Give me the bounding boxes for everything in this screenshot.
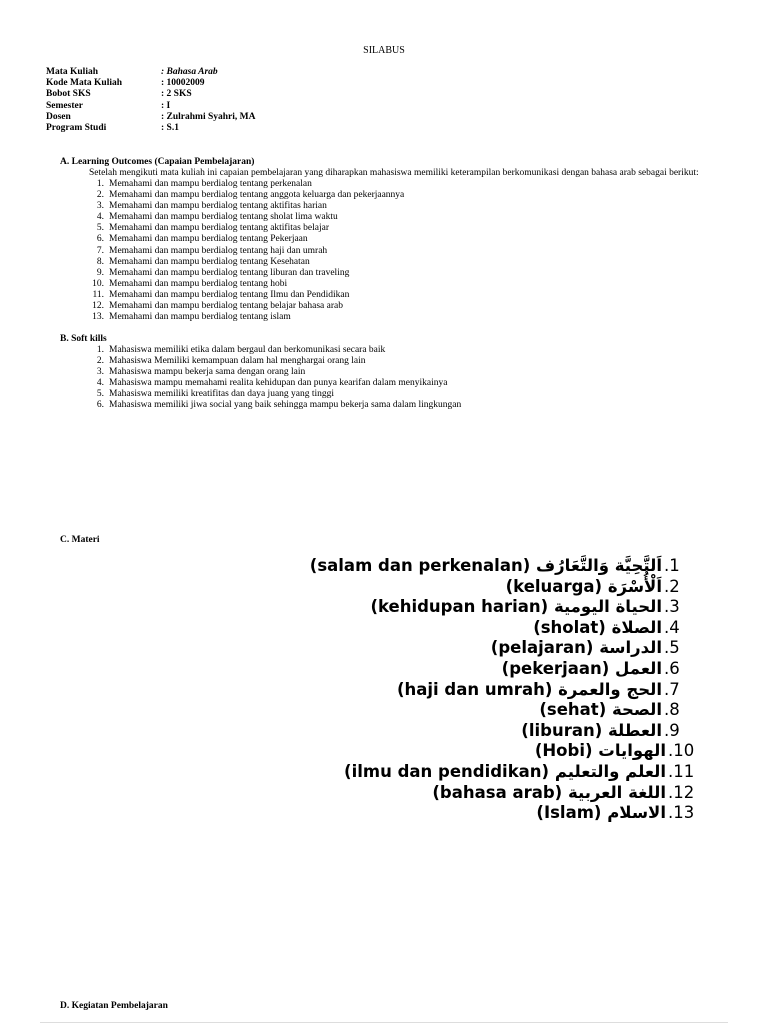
page-title: SILABUS [363, 45, 405, 56]
section-d-heading: D. Kegiatan Pembelajaran [60, 1001, 168, 1011]
soft-skills-list [86, 345, 461, 412]
course-info-row [46, 123, 255, 134]
list-item: 3. Memahami dan mampu berdialog tentang aktifitas harian [96, 201, 327, 212]
section-a-intro: Setelah mengikuti mata kuliah ini capaian pembelajaran yang diharapkan mahasiswa memiliki keterampilan berkomunikasi dengan bahasa arab sebagai berikut: [89, 168, 699, 178]
list-item: 3. Mahasiswa mampu bekerja sama dengan orang lain [96, 367, 306, 378]
info-value: : S.1 [161, 123, 179, 134]
list-item: 8. Memahami dan mampu berdialog tentang Kesehatan [96, 256, 310, 267]
list-item: (sholat) الصلاة .4 [533, 617, 680, 637]
course-info-row [46, 89, 255, 100]
list-item: 2. Memahami dan mampu berdialog tentang anggota keluarga dan pekerjaannya [96, 190, 405, 201]
list-item: 10. Memahami dan mampu berdialog tentang hobi [92, 278, 288, 289]
list-item: (Islam) الاسلام .13 [536, 803, 695, 823]
section-b-heading: B. Soft kills [60, 334, 107, 344]
info-key: Semester [46, 100, 83, 111]
info-value: : Bahasa Arab [161, 67, 218, 77]
course-info-row [46, 101, 255, 112]
list-item: (keluarga) اَلْأُسْرَة .2 [505, 576, 680, 596]
learning-outcomes-list [86, 179, 404, 323]
list-item: 5. Mahasiswa memiliki kreatifitas dan daya juang yang tinggi [96, 389, 335, 400]
list-item: 5. Memahami dan mampu berdialog tentang aktifitas belajar [96, 223, 330, 234]
info-key: Program Studi [46, 123, 107, 134]
list-item: (pekerjaan) العمل .6 [501, 658, 680, 678]
list-item: (pelajaran) الدراسة .5 [490, 638, 680, 658]
info-key: Dosen [46, 111, 71, 122]
list-item: (Hobi) الهوايات .10 [534, 741, 695, 761]
list-item: 7. Memahami dan mampu berdialog tentang haji dan umrah [96, 245, 328, 256]
list-item: (liburan) العطلة .9 [521, 720, 680, 740]
list-item: (bahasa arab) اللغة العربية .12 [432, 782, 695, 802]
list-item: 4. Mahasiswa mampu memahami realita kehidupan dan punya kearifan dalam menyikainya [96, 378, 448, 389]
list-item: 4. Memahami dan mampu berdialog tentang sholat lima waktu [96, 212, 338, 223]
course-info-row [46, 78, 255, 89]
info-value: : 10002009 [161, 78, 205, 89]
info-key: Kode Mata Kuliah [46, 78, 123, 89]
list-item: (ilmu dan pendidikan) العلم والتعليم .11 [344, 761, 695, 781]
list-item: 6. Memahami dan mampu berdialog tentang Pekerjaan [96, 234, 308, 245]
course-info [46, 67, 255, 134]
page-divider [40, 1022, 728, 1023]
info-key: Bobot SKS [46, 89, 91, 100]
list-item: (kehidupan harian) الحياة اليومية .3 [370, 597, 680, 617]
section-a-heading: A. Learning Outcomes (Capaian Pembelajaran) [60, 157, 255, 167]
course-info-row [46, 67, 255, 78]
list-item: 12. Memahami dan mampu berdialog tentang belajar bahasa arab [92, 301, 343, 312]
list-item: (salam dan perkenalan) اَلتَّحِيَّة وَالتَّعَارُف .1 [309, 556, 680, 575]
section-c-heading: C. Materi [60, 535, 100, 545]
course-info-row [46, 112, 255, 123]
list-item: (haji dan umrah) الحج والعمرة .7 [396, 679, 680, 699]
list-item: 13. Memahami dan mampu berdialog tentang islam [92, 312, 291, 323]
materi-list [240, 556, 712, 824]
list-item: (sehat) الصحة .8 [539, 700, 680, 720]
list-item: 6. Mahasiswa memiliki jiwa social yang baik sehingga mampu bekerja sama dalam lingkungan [96, 400, 462, 411]
info-value: : 2 SKS [161, 89, 192, 100]
list-item: 2. Mahasiswa Memiliki kemampuan dalam hal menghargai orang lain [96, 356, 366, 367]
info-key: Mata Kuliah [46, 67, 98, 77]
info-value: : I [161, 100, 171, 111]
list-item: 9. Memahami dan mampu berdialog tentang liburan dan traveling [96, 267, 350, 278]
list-item: 1. Memahami dan mampu berdialog tentang perkenalan [96, 179, 312, 189]
list-item: 11. Memahami dan mampu berdialog tentang Ilmu dan Pendidikan [92, 289, 350, 300]
info-value: : Zulrahmi Syahri, MA [161, 111, 256, 122]
list-item: 1. Mahasiswa memiliki etika dalam bergaul dan berkomunikasi secara baik [96, 345, 386, 355]
